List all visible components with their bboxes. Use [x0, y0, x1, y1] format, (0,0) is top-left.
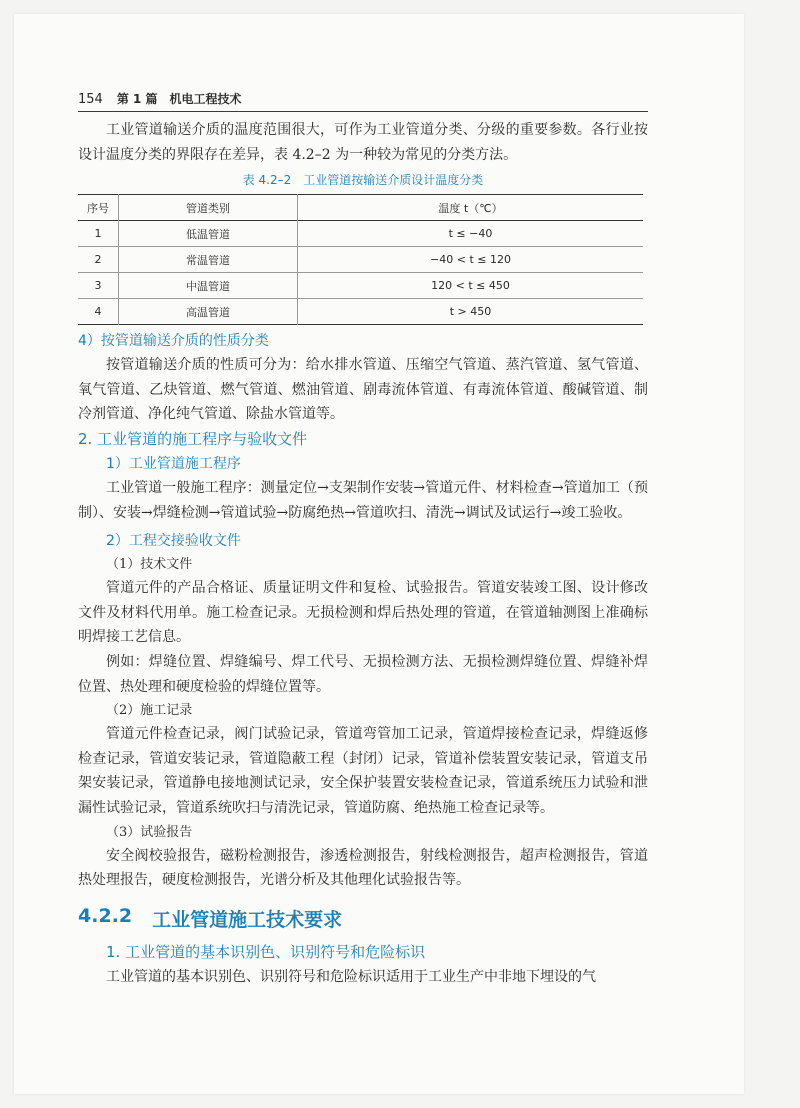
table-cell: 中温管道 — [119, 273, 298, 299]
heading-construction-records: （2）施工记录 — [106, 703, 193, 719]
table-cell: 4 — [94, 305, 102, 319]
table-row — [78, 273, 643, 299]
example-paragraph: 例如：焊缝位置、焊缝编号、焊工代号、无损检测方法、无损检测焊缝位置、焊缝补焊位置、热处理和硬度检验的焊缝位置等。 — [78, 653, 648, 695]
heading-technical-documents: （1）技术文件 — [106, 557, 193, 573]
page-number: 154 — [78, 92, 103, 107]
table-cell: 2 — [94, 253, 102, 267]
records-paragraph: 管道元件检查记录，阀门试验记录，管道弯管加工记录，管道焊接检查记录，焊缝返修检查记录，管道安装记录，管道隐蔽工程（封闭）记录，管道补偿装置安装记录，管道支吊架安装记录，管道静电接地测试记录，安全保护装置安装检查记录，管道系统压力试验和泄漏性试验记录，管道系统吹扫与清洗记录，管道防腐、绝热施工检查记录等。 — [78, 726, 648, 816]
heading-identification-colors: 1. 工业管道的基本识别色、识别符号和危险标识 — [106, 942, 426, 961]
header-cell: 温度 t（℃） — [298, 195, 644, 221]
identification-paragraph: 工业管道的基本识别色、识别符号和危险标识适用于工业生产中非地下埋设的气 — [106, 968, 596, 985]
heading-test-reports: （3）试验报告 — [106, 824, 193, 840]
reports-paragraph: 安全阀校验报告，磁粉检测报告，渗透检测报告，射线检测报告，超声检测报告，管道热处理报告，硬度检测报告，光谱分析及其他理化试验报告等。 — [78, 847, 648, 889]
table-cell: 低温管道 — [119, 221, 298, 247]
table-cell: 3 — [94, 279, 102, 293]
technical-paragraph: 管道元件的产品合格证、质量证明文件和复检、试验报告。管道安装竣工图、设计修改文件及材料代用单。施工检查记录。无损检测和焊后热处理的管道，在管道轴测图上准确标明焊接工艺信息。 — [78, 580, 648, 646]
procedure-paragraph: 工业管道一般施工程序：测量定位→支架制作安装→管道元件、材料检查→管道加工（预制）、安装→焊缝检测→管道试验→防腐绝热→管道吹扫、清洗→调试及试运行→竣工验收。 — [78, 479, 648, 521]
header-rule — [78, 111, 648, 112]
page-header — [78, 90, 648, 107]
table-cell: 120 < t ≤ 450 — [298, 273, 644, 299]
table-cell: t > 450 — [298, 299, 644, 325]
table-cell: −40 < t ≤ 120 — [298, 247, 644, 273]
section-number: 4.2.2 — [78, 904, 133, 927]
header-cell: 序号 — [87, 201, 109, 215]
content — [78, 118, 648, 989]
table-cell: t ≤ −40 — [298, 221, 644, 247]
heading-construction-procedure: 1）工业管道施工程序 — [106, 455, 241, 472]
running-head: 第 1 篇 机电工程技术 — [116, 92, 242, 106]
table-cell: 常温管道 — [119, 247, 298, 273]
section-title: 工业管道施工技术要求 — [152, 908, 343, 931]
table-row — [78, 299, 643, 325]
heading-acceptance-documents: 2）工程交接验收文件 — [106, 533, 241, 550]
heading-classification-by-medium: 4）按管道输送介质的性质分类 — [78, 333, 269, 350]
table-header-row — [78, 195, 643, 221]
table-row — [78, 221, 643, 247]
table-row — [78, 247, 643, 273]
header-cell: 管道类别 — [119, 195, 298, 221]
table-cell: 1 — [94, 227, 102, 241]
table-cell: 高温管道 — [119, 299, 298, 325]
heading-procedure-and-documents: 2. 工业管道的施工程序与验收文件 — [78, 429, 308, 448]
table-title: 表 4.2–2 工业管道按输送介质设计温度分类 — [242, 173, 484, 188]
temperature-table — [78, 194, 643, 325]
intro-paragraph: 工业管道输送介质的温度范围很大，可作为工业管道分类、分级的重要参数。各行业按设计温度分类的界限存在差异，表 4.2–2 为一种较为常见的分类方法。 — [78, 122, 648, 163]
medium-paragraph: 按管道输送介质的性质可分为：给水排水管道、压缩空气管道、蒸汽管道、氢气管道、氧气管道、乙炔管道、燃气管道、燃油管道、剧毒流体管道、有毒流体管道、酸碱管道、制冷剂管道、净化纯气管道、除盐水管道等。 — [78, 357, 648, 423]
section-heading-4-2-2 — [78, 905, 648, 932]
